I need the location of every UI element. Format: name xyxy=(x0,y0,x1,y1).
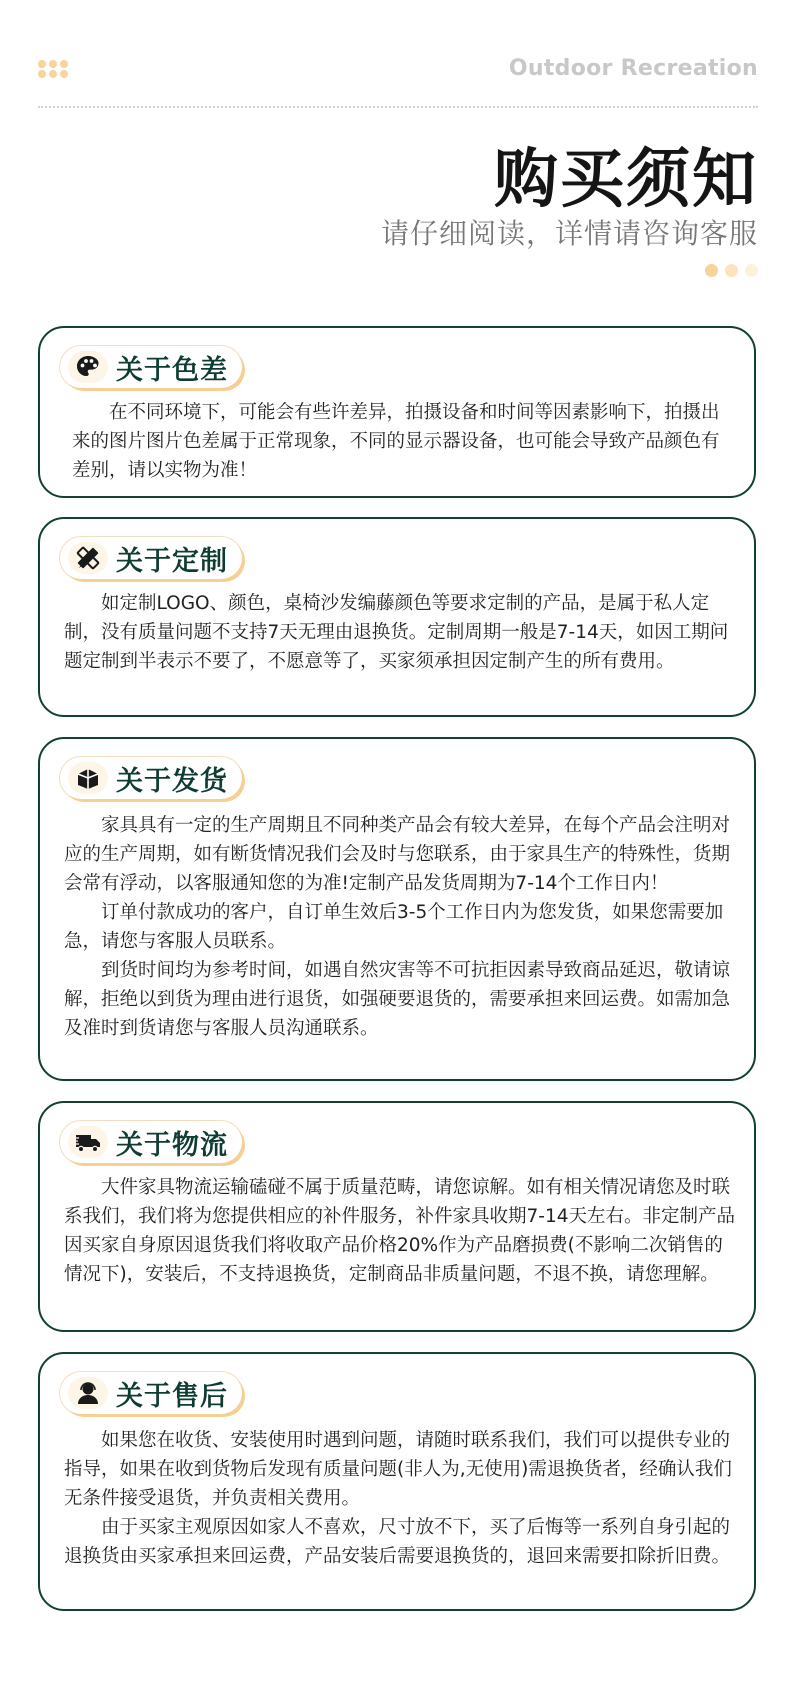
section-title: 关于定制 xyxy=(116,545,228,577)
package-box-icon xyxy=(68,762,108,794)
section-paragraph: 订单付款成功的客户，自订单生效后3-5个工作日内为您发货，如果您需要加急，请您与客服人员联系。 xyxy=(64,902,724,952)
section-card-after-sales xyxy=(38,1352,756,1611)
section-heading xyxy=(60,537,242,579)
section-body xyxy=(64,589,736,676)
section-paragraph: 大件家具物流运输磕碰不属于质量范畴，请您谅解。如有相关情况请您及时联系我们，我们将为您提供相应的补件服务，补件家具收期7-14天左右。非定制产品因买家自身原因退货我们将收取产品价格20%作为产品磨损费(不影响二次销售的情况下)，安装后，不支持退换货，定制商品非质量问题，不退不换，请您理解。 xyxy=(64,1177,735,1285)
section-paragraph: 由于买家主观原因如家人不喜欢，尺寸放不下，买了后悔等一系列自身引起的退换货由买家承担来回运费，产品安装后需要退换货的，退回来需要扣除折旧费。 xyxy=(64,1517,731,1567)
page-title: 购买须知 xyxy=(494,143,758,217)
section-paragraph: 家具具有一定的生产周期且不同种类产品会有较大差异，在每个产品会注明对应的生产周期，如有断货情况我们会及时与您联系，由于家具生产的特殊性，货期会常有浮动，以客服通知您的为准!定制产品发货周期为7-14个工作日内！ xyxy=(64,815,731,894)
section-paragraph: 到货时间均为参考时间，如遇自然灾害等不可抗拒因素导致商品延迟，敬请谅解，拒绝以到货为理由进行退货，如强硬要退货的，需要承担来回运费。如需加急及准时到货请您与客服人员沟通联系。 xyxy=(64,960,731,1039)
page-subtitle: 请仔细阅读，详情请咨询客服 xyxy=(380,217,758,250)
palette-icon xyxy=(68,351,108,383)
section-body xyxy=(64,811,736,1043)
section-heading xyxy=(60,1121,242,1163)
accent-dot xyxy=(705,264,718,277)
section-card-color-difference xyxy=(38,326,756,498)
section-paragraph: 如定制LOGO、颜色，桌椅沙发编藤颜色等要求定制的产品，是属于私人定制，没有质量问题不支持7天无理由退换货。定制周期一般是7-14天，如因工期问题定制到半表示不要了，不愿意等了，买家须承担因定制产生的所有费用。 xyxy=(64,593,729,672)
accent-dot xyxy=(745,264,758,277)
pencil-ruler-icon xyxy=(68,542,108,574)
section-title: 关于售后 xyxy=(116,1380,228,1412)
accent-dots xyxy=(698,262,758,276)
section-paragraph: 如果您在收货、安装使用时遇到问题，请随时联系我们，我们可以提供专业的指导，如果在收到货物后发现有质量问题(非人为,无使用)需退换货者，经确认我们无条件接受退货，并负责相关费用。 xyxy=(64,1430,732,1509)
section-paragraph: 在不同环境下，可能会有些许差异，拍摄设备和时间等因素影响下，拍摄出来的图片图片色差属于正常现象，不同的显示器设备，也可能会导致产品颜色有差别，请以实物为准！ xyxy=(72,402,720,481)
top-bar xyxy=(38,50,758,90)
section-heading xyxy=(60,1372,242,1414)
section-card-shipping xyxy=(38,737,756,1081)
section-heading xyxy=(60,346,242,388)
section-title: 关于发货 xyxy=(116,765,228,797)
header-divider xyxy=(38,106,758,108)
section-card-customization xyxy=(38,517,756,717)
customer-service-icon xyxy=(68,1377,108,1409)
section-heading xyxy=(60,757,242,799)
section-title: 关于物流 xyxy=(116,1129,228,1161)
section-body xyxy=(64,1426,736,1571)
accent-dot xyxy=(725,264,738,277)
section-body xyxy=(64,1173,736,1289)
brand-text: Outdoor Recreation xyxy=(508,56,758,81)
dots-grid-icon xyxy=(38,60,70,80)
section-title: 关于色差 xyxy=(116,354,228,386)
section-body xyxy=(72,398,726,485)
section-card-logistics xyxy=(38,1101,756,1332)
delivery-truck-icon xyxy=(68,1126,108,1158)
